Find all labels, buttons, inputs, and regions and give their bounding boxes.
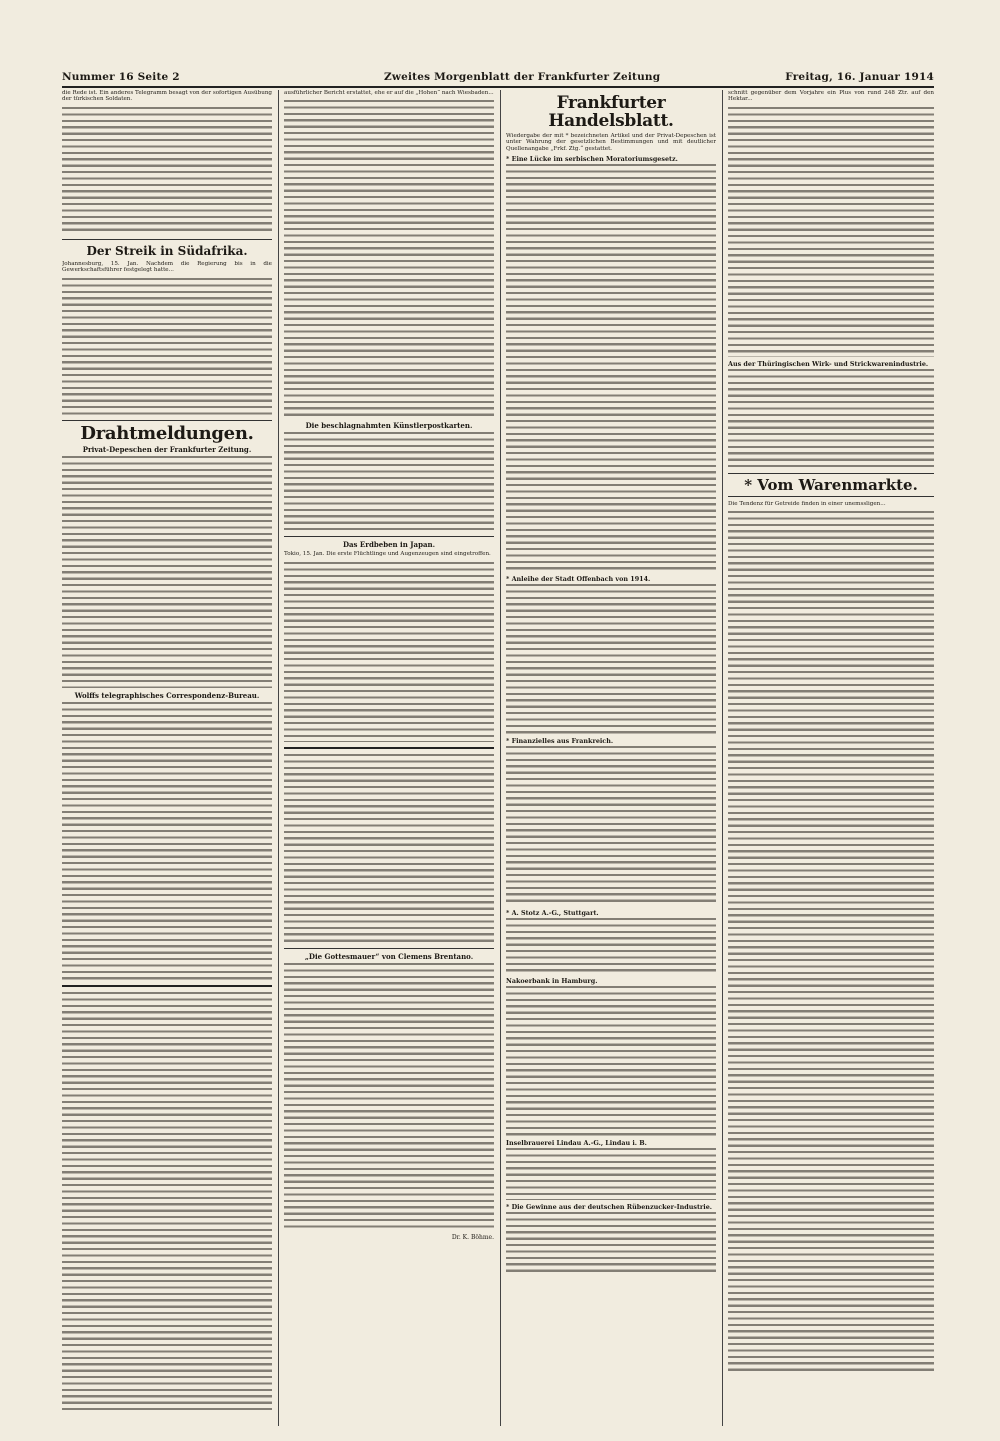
- divider: [284, 747, 494, 749]
- divider: [728, 473, 934, 474]
- section-subtitle-kuenstlerpostkarten: Die beschlagnahmten Künstlerpostkarten.: [305, 421, 473, 431]
- divider: [284, 948, 494, 949]
- body-text-block: [506, 1148, 716, 1200]
- article-title: * Anleihe der Stadt Offenbach von 1914.: [506, 575, 651, 584]
- body-text-block: [728, 107, 934, 357]
- divider: [62, 985, 272, 987]
- body-text-block: [62, 456, 272, 688]
- newspaper-title: Zweites Morgenblatt der Frankfurter Zeitung: [384, 71, 661, 83]
- column-2: [284, 90, 494, 1426]
- body-text-block: [506, 746, 716, 906]
- article-title: Aus der Thüringischen Wirk- und Strickwarenindustrie.: [728, 359, 929, 368]
- body-text-block: [62, 107, 272, 235]
- divider: [62, 239, 272, 240]
- body-text-block: [728, 511, 934, 1371]
- section-title-gottesmauer: „Die Gottesmauer“ von Clemens Brentano.: [304, 951, 474, 961]
- divider: [62, 420, 272, 421]
- body-text-block: [728, 369, 934, 469]
- body-text-block: [506, 164, 716, 572]
- body-text-block: [284, 562, 494, 742]
- column-4: [728, 90, 934, 1426]
- article-title: * Finanzielles aus Frankreich.: [506, 737, 614, 746]
- section-title-warenmarkt: * Vom Warenmarkte.: [744, 475, 918, 494]
- page-number: Nummer 16 Seite 2: [62, 71, 180, 83]
- section-lead: Tokio, 15. Jan. Die erste Flüchtlinge und Augenzeugen sind eingetroffen.: [284, 551, 491, 558]
- intro-text: die Rede ist. Ein anderes Telegramm besagt von der sofortigen Ausübung der türkischen Soldaten.: [62, 90, 272, 103]
- body-text-block: [62, 278, 272, 416]
- section-title-drahtmeldungen: Drahtmeldungen.: [80, 422, 254, 444]
- body-text-block: [62, 702, 272, 980]
- article-title: * Eine Lücke im serbischen Moratoriumsgesetz.: [506, 155, 678, 164]
- body-text-block: [284, 100, 494, 418]
- section-lead: Die Tendenz für Getreide finden in einer unemssligen...: [728, 500, 886, 507]
- body-text-block: [506, 986, 716, 1136]
- column-3: [506, 90, 716, 1426]
- signature: Dr. K. Böhme.: [451, 1233, 494, 1241]
- column-1: [62, 90, 272, 1426]
- body-text-block: [506, 918, 716, 974]
- reprint-note: Wiedergabe der mit * bezeichneten Artikel und der Privat-Depeschen ist unter Wahrung der gesetzlichen Bestimmungen und mit deutlicher Quellenangabe „Frkf. Ztg.“ gestattet.: [506, 133, 716, 152]
- section-subtitle: Privat-Depeschen der Frankfurter Zeitung.: [82, 444, 252, 454]
- divider: [728, 496, 934, 497]
- body-text-block: [506, 1212, 716, 1272]
- body-text-block: [284, 432, 494, 532]
- masthead: [62, 68, 934, 88]
- handelsblatt-title: Frankfurter Handelsblatt.: [548, 93, 674, 131]
- section-lead: Johannesburg, 15. Jan. Nachdem die Regierung bis in die Gewerkschaftsführer festgelegt hatte...: [62, 260, 272, 274]
- section-title-streik: Der Streik in Südafrika.: [86, 243, 248, 258]
- body-text-block: [62, 992, 272, 1412]
- newspaper-page: [62, 68, 934, 1430]
- section-subtitle-wolff: Wolffs telegraphisches Correspondenz-Bureau.: [74, 690, 260, 700]
- column-rule: [500, 90, 501, 1426]
- section-title-erdbeben: Das Erdbeben in Japan.: [342, 540, 436, 550]
- body-text-block: [284, 754, 494, 944]
- column-rule: [278, 90, 279, 1426]
- article-title: Inselbrauerei Lindau A.-G., Lindau i. B.: [506, 1139, 647, 1148]
- article-title: * A. Stotz A.-G., Stuttgart.: [506, 909, 599, 918]
- article-title: Nakoerbank in Hamburg.: [506, 977, 598, 986]
- issue-date: Freitag, 16. Januar 1914: [785, 71, 934, 83]
- article-title: * Die Gewinne aus der deutschen Rübenzucker-Industrie.: [506, 1203, 713, 1212]
- lead-text: schnitt gegenüber dem Vorjahre ein Plus von rund 248 Ztr. auf den Hektar...: [728, 90, 934, 103]
- lead-text: ausführlicher Bericht erstattet, ehe er auf die „Hohen“ nach Wiesbaden...: [284, 90, 494, 96]
- body-text-block: [506, 584, 716, 734]
- column-rule: [722, 90, 723, 1426]
- body-text-block: [284, 963, 494, 1231]
- divider: [284, 536, 494, 537]
